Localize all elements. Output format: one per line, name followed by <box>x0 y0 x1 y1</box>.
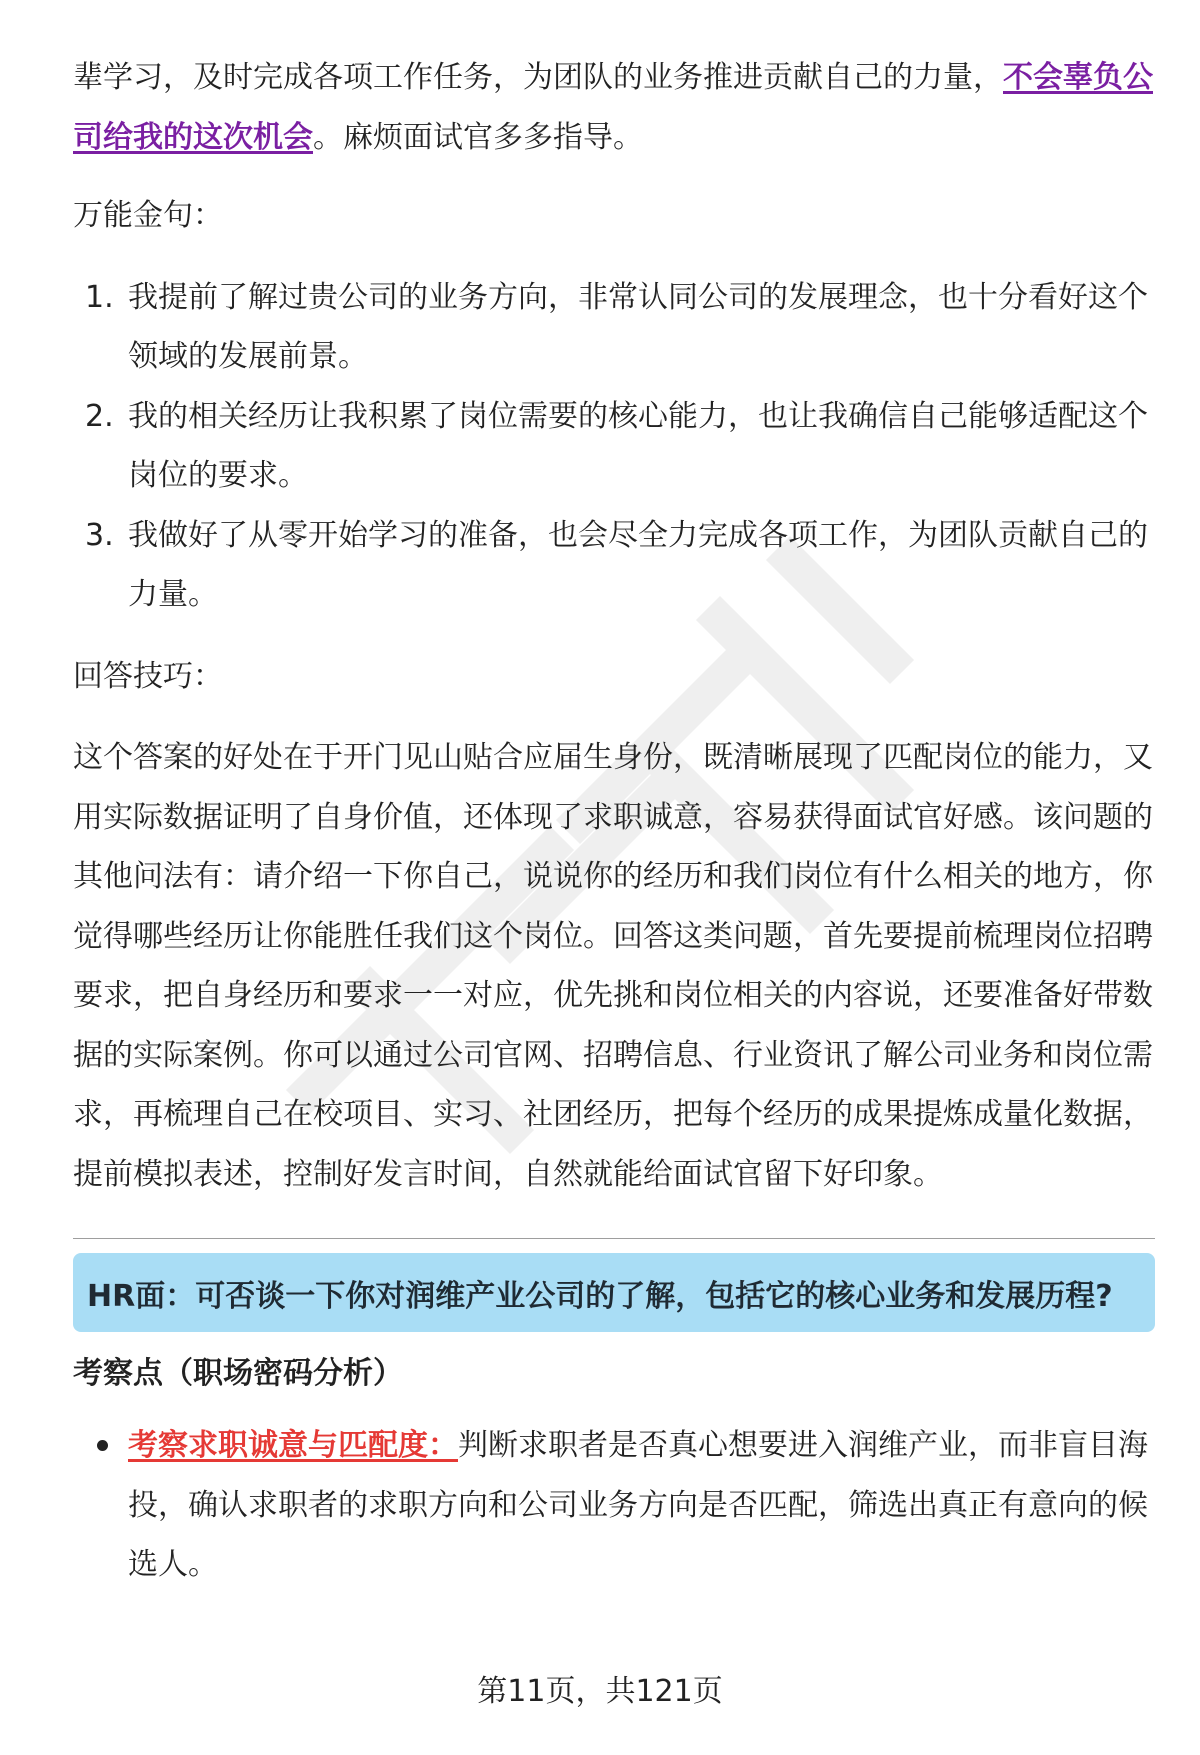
sayings-label: 万能金句： <box>73 198 223 233</box>
saying-number: 2. <box>85 398 114 434</box>
tips-paragraph: 这个答案的好处在于开门见山贴合应届生身份，既清晰展现了匹配岗位的能力，又用实际数据证明了自身价值，还体现了求职诚意，容易获得面试官好感。该问题的其他问法有：请介绍一下你自己，说说你的经历和我们岗位有什么相关的地方，你觉得哪些经历让你能胜任我们这个岗位。回答这类问题，首先要提前梳理岗位招聘要求，把自身经历和要求一一对应，优先挑和岗位相关的内容说，还要准备好带数据的实际案例。你可以通过公司官网、招聘信息、行业资讯了解公司业务和岗位需求，再梳理自己在校项目、实习、社团经历，把每个经历的成果提炼成量化数据，提前模拟表述，控制好发言时间，自然就能给面试官留下好印象。 <box>73 740 1153 1192</box>
exam-points-title: 考察点（职场密码分析） <box>73 1356 403 1391</box>
exam-points-list <box>73 1416 1155 1595</box>
bullet-icon <box>97 1440 108 1451</box>
section-divider <box>73 1238 1155 1239</box>
main-content <box>73 48 1155 1595</box>
sayings-list <box>73 268 1155 625</box>
saying-item <box>73 387 1155 506</box>
saying-item <box>73 506 1155 625</box>
exam-point-highlight: 考察求职诚意与匹配度： <box>128 1428 458 1463</box>
tips-label: 回答技巧： <box>73 658 223 694</box>
saying-text: 我的相关经历让我积累了岗位需要的核心能力，也让我确信自己能够适配这个岗位的要求。 <box>128 398 1148 493</box>
hr-question-text: HR面：可否谈一下你对润维产业公司的了解，包括它的核心业务和发展历程? <box>87 1278 1113 1314</box>
page-footer: 第11页，共121页 <box>477 1674 723 1709</box>
saying-number: 1. <box>85 279 114 315</box>
intro-highlight: 不会辜负公司给我的这次机会 <box>73 60 1153 155</box>
intro-text-before: 辈学习，及时完成各项工作任务，为团队的业务推进贡献自己的力量， <box>73 60 1003 95</box>
exam-point-item <box>73 1416 1155 1595</box>
intro-text-after: 。麻烦面试官多多指导。 <box>313 119 643 155</box>
hr-question-box <box>73 1253 1155 1332</box>
exam-point-text: 判断求职者是否真心想要进入润维产业，而非盲目海投，确认求职者的求职方向和公司业务方向是否匹配，筛选出真正有意向的候选人。 <box>128 1428 1148 1582</box>
intro-paragraph <box>73 48 1155 167</box>
saying-text: 我提前了解过贵公司的业务方向，非常认同公司的发展理念，也十分看好这个领域的发展前景。 <box>128 279 1148 374</box>
saying-item <box>73 268 1155 387</box>
saying-text: 我做好了从零开始学习的准备，也会尽全力完成各项工作，为团队贡献自己的力量。 <box>128 517 1148 612</box>
saying-number: 3. <box>85 517 114 553</box>
